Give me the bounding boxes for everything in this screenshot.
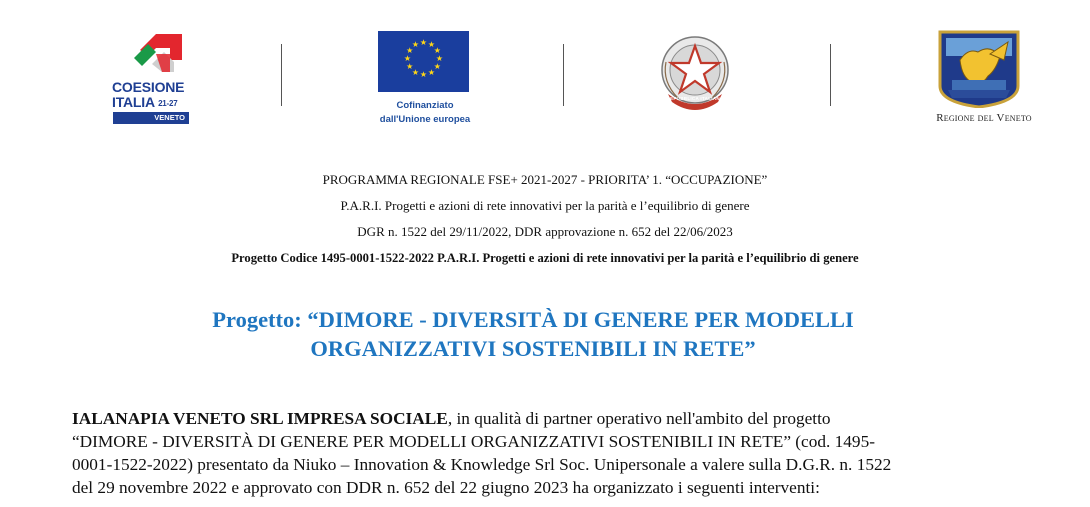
coesione-region-band: VENETO — [113, 112, 189, 124]
logo-bar — [0, 0, 1090, 140]
svg-text:★: ★ — [411, 40, 420, 50]
program-line: PROGRAMMA REGIONALE FSE+ 2021-2027 - PRIORITA’ 1. “OCCUPAZIONE” — [322, 172, 768, 187]
coesione-arrow-icon — [130, 30, 190, 80]
dgr-line: DGR n. 1522 del 29/11/2022, DDR approvazione n. 652 del 22/06/2023 — [357, 224, 733, 239]
svg-text:★: ★ — [433, 46, 441, 55]
lion-of-saint-mark-icon — [938, 30, 1020, 108]
body-line-1: , in qualità di partner operativo nell'ambito del progetto — [447, 409, 831, 428]
svg-text:★: ★ — [406, 46, 414, 55]
regione-veneto-logo — [930, 28, 1040, 128]
svg-text:★: ★ — [406, 62, 414, 71]
svg-text:★: ★ — [403, 54, 412, 63]
body-line-4: del 29 novembre 2022 e approvato con DDR n. 652 del 22 giugno 2023 ha organizzato i seguenti interventi: — [72, 478, 820, 497]
project-title-line1: Progetto: “DIMORE - DIVERSITÀ DI GENERE PER MODELLI — [212, 307, 854, 332]
svg-text:★: ★ — [419, 70, 428, 79]
logo-divider — [563, 44, 564, 106]
eu-cofinanced-logo — [375, 31, 475, 126]
organization-name: IALANAPIA VENETO SRL IMPRESA SOCIALE — [72, 409, 448, 428]
eu-flag-icon — [378, 31, 469, 92]
emblem-ribbon-text: REPUBBLICA ITALIANA — [666, 96, 724, 101]
eu-caption: Cofinanziato dall'Unione europea — [379, 100, 471, 125]
coesione-wordmark: COESIONE ITALIA $^{21-27}$ — [112, 79, 185, 110]
project-code-line: Progetto Codice 1495-0001-1522-2022 P.A.R.I. Progetti e azioni di rete innovativi per la parità e l’equilibrio di genere — [231, 251, 859, 265]
body-line-2: “DIMORE - DIVERSITÀ DI GENERE PER MODELLI ORGANIZZATIVI SOSTENIBILI IN RETE” (cod. 1495- — [72, 432, 875, 451]
coesione-italia-logo — [108, 30, 198, 126]
project-title-line2: ORGANIZZATIVI SOSTENIBILI IN RETE” — [310, 336, 756, 361]
svg-text:★: ★ — [435, 54, 444, 63]
svg-text:★: ★ — [433, 62, 441, 71]
pari-line: P.A.R.I. Progetti e azioni di rete innovativi per la parità e l’equilibrio di genere — [340, 198, 750, 213]
logo-divider — [830, 44, 831, 106]
logo-divider — [281, 44, 282, 106]
svg-text:★: ★ — [411, 67, 420, 77]
intro-paragraph — [72, 407, 1032, 499]
svg-text:★: ★ — [427, 67, 436, 77]
italian-republic-emblem — [652, 32, 738, 114]
svg-text:★: ★ — [427, 40, 436, 50]
regione-caption: Regione del Veneto — [936, 112, 1032, 124]
body-line-3: 0001-1522-2022) presentato da Niuko – Innovation & Knowledge Srl Soc. Unipersonale a valere sulla D.G.R. n. 1522 — [72, 455, 892, 474]
svg-text:★: ★ — [419, 38, 428, 47]
